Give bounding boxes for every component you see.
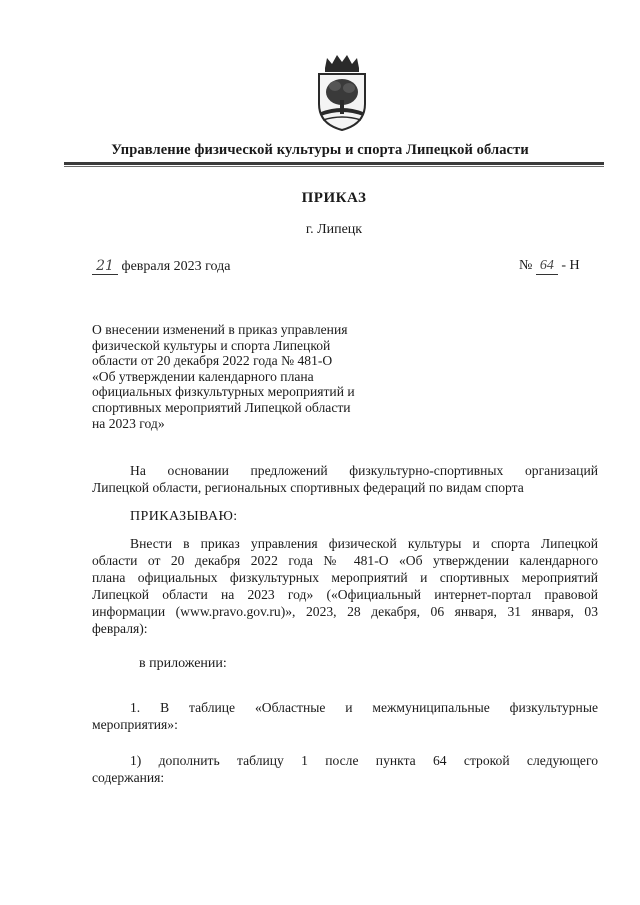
paragraph-line: 1) дополнить таблицу 1 после пункта 64 строкой следующего xyxy=(130,753,598,768)
amend-paragraph xyxy=(92,535,598,637)
document-number xyxy=(519,258,580,275)
subject-line: О внесении изменений в приказ управления xyxy=(92,322,348,337)
paragraph-line: Липецкой области, региональных спортивных федераций по видам спорта xyxy=(92,480,524,495)
number-sign: № xyxy=(519,258,533,273)
item-1-paragraph xyxy=(92,699,598,733)
subject-line: спортивных мероприятий Липецкой области xyxy=(92,399,351,415)
number-handwritten: 64 xyxy=(536,258,558,275)
paragraph-line: На основании предложений физкультурно-спортивных организаций xyxy=(130,463,598,478)
coat-of-arms-icon xyxy=(313,52,371,132)
paragraph-line: плана официальных физкультурных мероприятий и спортивных мероприятий xyxy=(92,570,598,585)
paragraph-line: информации (www.pravo.gov.ru)», 2023, 28 декабря, 06 января, 31 января, 03 xyxy=(92,604,598,619)
header-divider-thin xyxy=(64,166,604,167)
paragraph-line: мероприятия»: xyxy=(92,717,178,732)
paragraph-line: 1. В таблице «Областные и межмуниципальные физкультурные xyxy=(130,700,598,715)
number-suffix: - Н xyxy=(561,258,580,273)
organization-title: Управление физической культуры и спорта Липецкой области xyxy=(111,142,529,158)
subject-line: «Об утверждении календарного плана xyxy=(92,368,314,384)
date-day-handwritten: 21 xyxy=(92,258,118,275)
date-month-year: февраля 2023 года xyxy=(121,259,231,274)
paragraph-line: февраля): xyxy=(92,621,148,636)
subject-line: области от 20 декабря 2022 года № 481-О xyxy=(92,353,333,369)
document-city: г. Липецк xyxy=(305,222,363,237)
subject-line: на 2023 год» xyxy=(92,415,165,431)
paragraph-line: области от 20 декабря 2022 года № 481-О «Об утверждении календарного xyxy=(92,553,598,568)
paragraph-line: Внести в приказ управления физической культуры и спорта Липецкой xyxy=(130,536,598,551)
paragraph-line: содержания: xyxy=(92,770,165,785)
subject-line: официальных физкультурных мероприятий и xyxy=(92,384,355,400)
paragraph-line: Липецкой области на 2023 год» («Официальный интернет-портал правовой xyxy=(92,587,598,602)
appendix-line: в приложении: xyxy=(139,656,227,671)
subject-line: физической культуры и спорта Липецкой xyxy=(92,337,331,353)
document-type: ПРИКАЗ xyxy=(301,190,367,206)
document-subject xyxy=(92,322,392,431)
basis-paragraph xyxy=(92,462,598,496)
order-word: ПРИКАЗЫВАЮ: xyxy=(130,509,238,524)
header-divider xyxy=(64,162,604,165)
document-date xyxy=(92,258,231,275)
item-1-1-paragraph xyxy=(92,752,598,786)
